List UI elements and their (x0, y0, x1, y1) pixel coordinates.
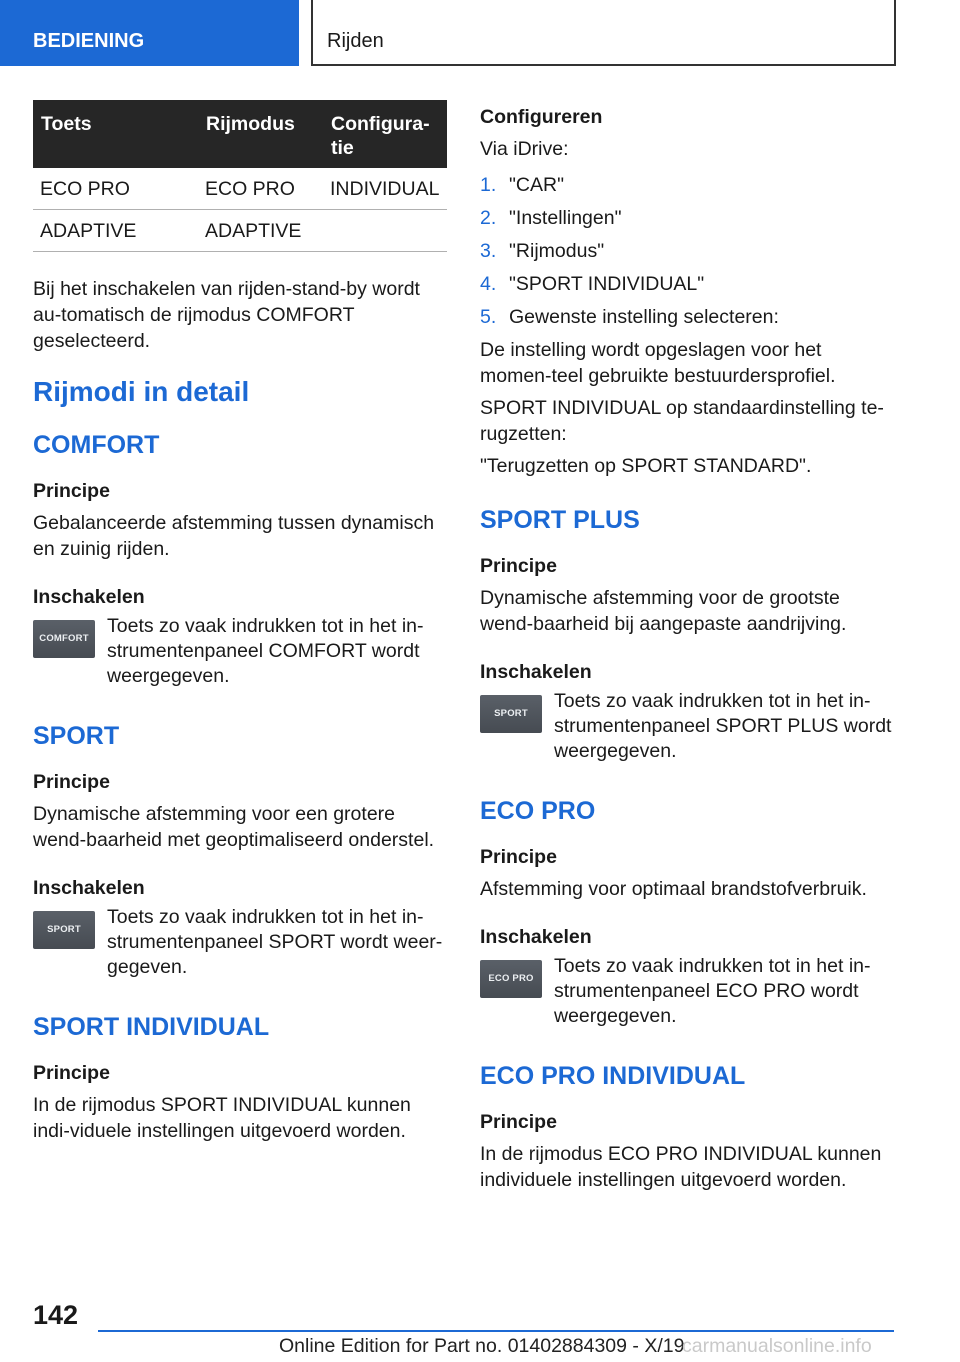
step-text: "CAR" (509, 174, 565, 196)
comfort-title: COMFORT (33, 431, 160, 459)
sport-switch-label: Inschakelen (33, 877, 145, 899)
sport-plus-title: SPORT PLUS (480, 506, 640, 534)
sport-principle-label: Principe (33, 771, 110, 793)
page-number: 142 (33, 1300, 79, 1330)
table-cell: ADAPTIVE (198, 210, 323, 252)
table-header: Configura- tie (323, 100, 447, 168)
comfort-switch (33, 614, 447, 689)
sport-plus-switch-label: Inschakelen (480, 661, 592, 683)
eco-pro-button-icon: ECO PRO (480, 960, 542, 998)
sport-plus-principle-label: Principe (480, 555, 557, 577)
eco-pro-principle: Afstemming voor optimaal brandstofverbruik. (480, 878, 867, 900)
section-tab (0, 0, 299, 66)
list-item (480, 172, 894, 198)
eco-pro-principle-label: Principe (480, 846, 557, 868)
eco-pro-switch (480, 954, 894, 1029)
comfort-principle: Gebalanceerde afstemming tussen dynamisch en zuinig rijden. (33, 512, 435, 560)
eco-pro-switch-text: Toets zo vaak indrukken tot in het in-strumentenpaneel ECO PRO wordt weergegeven. (554, 955, 871, 1027)
footer-divider (98, 1330, 894, 1332)
configure-saved: De instelling wordt opgeslagen voor het momen-teel gebruikte bestuurdersprofiel. (480, 339, 836, 387)
step-text: "SPORT INDIVIDUAL" (509, 273, 705, 295)
table-header: Rijmodus (198, 100, 323, 168)
table-cell: ECO PRO (198, 168, 323, 210)
intro-text: Bij het inschakelen van rijden-stand-by wordt au-tomatisch de rijmodus COMFORT geselecteerd. (33, 278, 420, 352)
table-cell: INDIVIDUAL (323, 168, 447, 210)
list-item (480, 238, 894, 264)
step-number: 2. (480, 207, 497, 229)
sport-plus-switch (480, 689, 894, 764)
eco-pro-title: ECO PRO (480, 797, 596, 825)
list-item (480, 304, 894, 330)
eco-pro-switch-label: Inschakelen (480, 926, 592, 948)
list-item (480, 205, 894, 231)
table-cell (323, 210, 447, 252)
configure-via: Via iDrive: (480, 138, 569, 160)
comfort-switch-label: Inschakelen (33, 586, 145, 608)
table-header: Toets (33, 100, 198, 168)
table-header-row (33, 100, 447, 168)
table-cell: ADAPTIVE (33, 210, 198, 252)
watermark: carmanualsonline.info (682, 1335, 872, 1357)
comfort-principle-label: Principe (33, 480, 110, 502)
sport-title: SPORT (33, 722, 120, 750)
main-title: Rijmodi in detail (33, 376, 250, 407)
list-item (480, 271, 894, 297)
sport-button-icon: SPORT (33, 911, 95, 949)
sport-individual-principle-label: Principe (33, 1062, 110, 1084)
configure-reset-cmd: "Terugzetten op SPORT STANDARD". (480, 455, 812, 477)
sport-individual-title: SPORT INDIVIDUAL (33, 1013, 270, 1041)
mode-table (33, 100, 447, 252)
chapter-tab (311, 0, 896, 66)
configure-reset-intro: SPORT INDIVIDUAL op standaardinstelling te-rugzetten: (480, 397, 884, 445)
eco-pro-individual-title: ECO PRO INDIVIDUAL (480, 1062, 746, 1090)
step-text: Gewenste instelling selecteren: (509, 306, 779, 328)
step-number: 3. (480, 240, 497, 262)
comfort-switch-text: Toets zo vaak indrukken tot in het in-strumentenpaneel COMFORT wordt weergegeven. (107, 615, 424, 687)
sport-plus-button-icon: SPORT (480, 695, 542, 733)
comfort-button-icon: COMFORT (33, 620, 95, 658)
eco-pro-individual-principle: In de rijmodus ECO PRO INDIVIDUAL kunnen individuele instellingen uitgevoerd worden. (480, 1143, 882, 1191)
chapter-title: Rijden (327, 30, 384, 52)
sport-principle: Dynamische afstemming voor een grotere wend-baarheid met geoptimaliseerd onderstel. (33, 803, 435, 851)
configure-steps (480, 172, 894, 330)
step-number: 5. (480, 306, 497, 328)
step-number: 1. (480, 174, 497, 196)
table-row (33, 168, 447, 210)
step-text: "Instellingen" (509, 207, 622, 229)
sport-switch (33, 905, 447, 980)
right-column (480, 100, 894, 1193)
sport-plus-switch-text: Toets zo vaak indrukken tot in het in-strumentenpaneel SPORT PLUS wordt weergegeven. (554, 690, 892, 762)
table-row (33, 210, 447, 252)
step-text: "Rijmodus" (509, 240, 605, 262)
footer-edition: Online Edition for Part no. 01402884309 - X/19 (279, 1335, 685, 1357)
sport-plus-principle: Dynamische afstemming voor de grootste wend-baarheid bij aangepaste aandrijving. (480, 587, 847, 635)
table-cell: ECO PRO (33, 168, 198, 210)
step-number: 4. (480, 273, 497, 295)
sport-switch-text: Toets zo vaak indrukken tot in het in-strumentenpaneel SPORT wordt weer-gegeven. (107, 906, 443, 978)
configure-title: Configureren (480, 106, 603, 128)
left-column (33, 100, 447, 1144)
eco-pro-individual-principle-label: Principe (480, 1111, 557, 1133)
sport-individual-principle: In de rijmodus SPORT INDIVIDUAL kunnen indi-viduele instellingen uitgevoerd worden. (33, 1094, 411, 1142)
section-title: BEDIENING (33, 30, 145, 52)
